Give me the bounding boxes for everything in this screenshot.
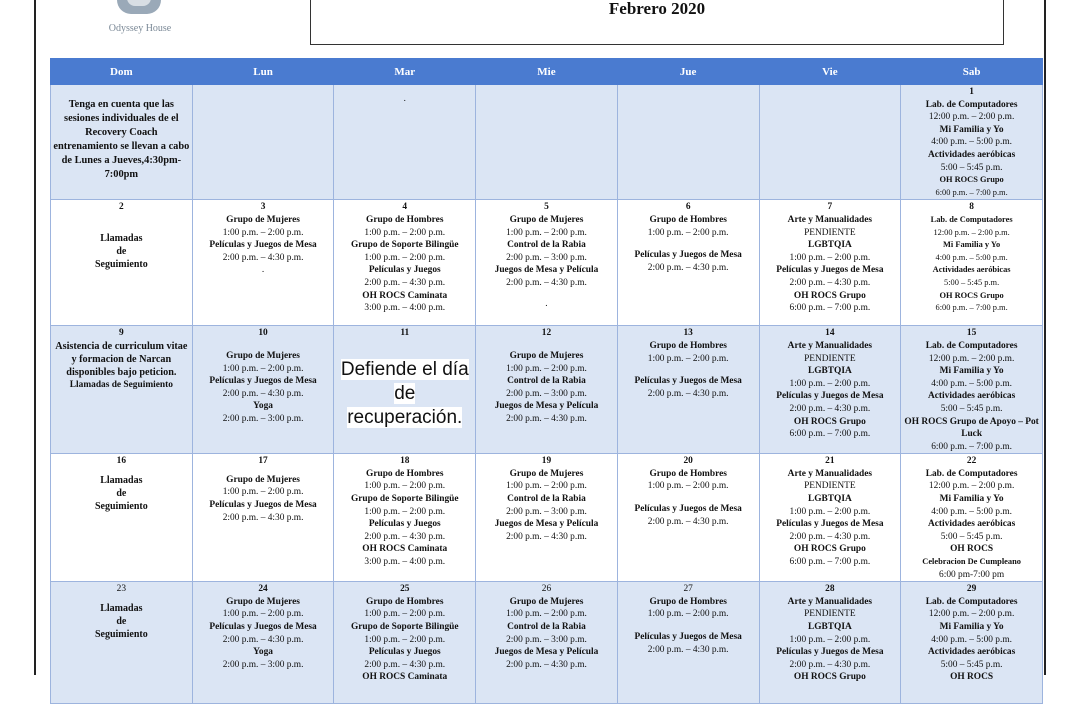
event-title: LGBTQIA bbox=[807, 240, 852, 251]
day-cell-10 bbox=[192, 326, 334, 454]
event-time: 2:00 p.m. – 3:00 p.m. bbox=[506, 506, 587, 517]
event-time: 2:00 p.m. – 4:30 p.m. bbox=[789, 659, 871, 670]
event-title: Películas y Juegos bbox=[368, 647, 441, 658]
event-title: Celebracion De Cumpleano bbox=[922, 557, 1021, 567]
event-title: Control de la Rabia bbox=[507, 376, 586, 387]
event-time: 1:00 p.m. – 2:00 p.m. bbox=[222, 609, 304, 620]
event-title: de bbox=[116, 245, 127, 257]
day-cell-1 bbox=[901, 85, 1043, 200]
weekday-thu: Jue bbox=[617, 59, 759, 85]
week-row-3 bbox=[51, 326, 1043, 454]
event-title: Grupo de Soporte Bilingüe bbox=[350, 494, 459, 505]
day-number: 24 bbox=[258, 584, 268, 595]
event-time: 1:00 p.m. – 2:00 p.m. bbox=[647, 353, 729, 364]
day-cell-9 bbox=[51, 326, 193, 454]
event-title: OH ROCS Grupo bbox=[939, 175, 1004, 185]
event-title: Películas y Juegos de Mesa bbox=[209, 240, 317, 251]
event-title: Llamadas bbox=[100, 232, 143, 244]
event-title: OH ROCS Grupo de Apoyo – Pot Luck bbox=[904, 416, 1039, 440]
event-title: Películas y Juegos de Mesa bbox=[634, 632, 742, 642]
event-title: Grupo de Hombres bbox=[366, 596, 444, 607]
event-time: 2:00 p.m. – 4:30 p.m. bbox=[647, 516, 729, 527]
coach-note: Tenga en cuenta que las sesiones individuales de el Recovery Coach entrenamiento se llevan a cabo de Lunes a Jueves,4:30pm-7:00pm bbox=[53, 99, 190, 180]
event-title: OH ROCS Caminata bbox=[362, 544, 448, 555]
day-cell-6 bbox=[617, 200, 759, 326]
event-title: OH ROCS Grupo bbox=[793, 416, 866, 427]
day-number: 12 bbox=[541, 328, 552, 339]
week-row-1 bbox=[51, 85, 1043, 200]
event-title: Mi Familia y Yo bbox=[939, 366, 1004, 377]
event-time: 12:00 p.m. – 2:00 p.m. bbox=[928, 481, 1015, 492]
event-title: Grupo de Mujeres bbox=[226, 474, 300, 485]
day-cell-5 bbox=[476, 200, 618, 326]
day-cell-23 bbox=[51, 582, 193, 704]
day-cell-25 bbox=[334, 582, 476, 704]
day-cell-14 bbox=[759, 326, 901, 454]
event-time: 12:00 p.m. – 2:00 p.m. bbox=[928, 353, 1015, 364]
event-title: Actividades aeróbicas bbox=[927, 149, 1016, 160]
event-time: 2:00 p.m. – 3:00 p.m. bbox=[506, 634, 587, 645]
event-title: Yoga bbox=[253, 401, 273, 412]
event-title: OH ROCS Caminata bbox=[362, 672, 448, 683]
event-time: 2:00 p.m. – 4:30 p.m. bbox=[222, 512, 304, 523]
week-row-4 bbox=[51, 454, 1043, 582]
event-title: Grupo de Hombres bbox=[366, 468, 444, 479]
event-time: 1:00 p.m. – 2:00 p.m. bbox=[364, 481, 446, 492]
day-cell-12 bbox=[476, 326, 618, 454]
event-time: 4:00 p.m. – 5:00 p.m. bbox=[931, 634, 1012, 645]
day-cell-7 bbox=[759, 200, 901, 326]
event-title: de bbox=[116, 615, 127, 627]
event-time: 6:00 p.m. – 7:00 p.m. bbox=[789, 303, 871, 314]
weekday-tue: Mar bbox=[334, 59, 476, 85]
event-title: de bbox=[116, 487, 127, 499]
logo bbox=[100, 0, 180, 40]
day-number: 25 bbox=[400, 584, 410, 595]
day-cell-16 bbox=[51, 454, 193, 582]
event-title: Yoga bbox=[253, 647, 273, 658]
day-number: 21 bbox=[825, 456, 835, 467]
day-number: 6 bbox=[685, 202, 691, 213]
day-number: 16 bbox=[116, 456, 127, 467]
day-cell-22 bbox=[901, 454, 1043, 582]
event-title: Juegos de Mesa y Película bbox=[494, 401, 599, 412]
event-time: 2:00 p.m. – 4:30 p.m. bbox=[789, 531, 871, 542]
event-title: Grupo de Mujeres bbox=[226, 214, 300, 225]
event-time: 2:00 p.m. – 4:30 p.m. bbox=[222, 388, 304, 399]
day-cell-26 bbox=[476, 582, 618, 704]
event-title: Películas y Juegos de Mesa bbox=[776, 519, 884, 530]
event-time: 1:00 p.m. – 2:00 p.m. bbox=[789, 252, 871, 263]
event-title: Juegos de Mesa y Película bbox=[494, 265, 599, 276]
day-number: 11 bbox=[400, 328, 410, 339]
event-title: Actividades aeróbicas bbox=[932, 265, 1011, 275]
day-cell-15 bbox=[901, 326, 1043, 454]
recovery-day-text: Defiende el día de recuperación. bbox=[340, 358, 469, 428]
event-time: 1:00 p.m. – 2:00 p.m. bbox=[506, 609, 587, 620]
day-number: 9 bbox=[119, 328, 124, 339]
event-title: Llamadas bbox=[100, 602, 143, 614]
event-time: 5:00 – 5:45 p.m. bbox=[940, 659, 1003, 670]
event-time: 3:00 p.m. – 4:00 p.m. bbox=[364, 557, 446, 568]
event-time: 2:00 p.m. – 4:30 p.m. bbox=[364, 277, 446, 288]
event-title: Mi Familia y Yo bbox=[939, 622, 1004, 632]
day-cell-2 bbox=[51, 200, 193, 326]
event-time: 5:00 – 5:45 p.m. bbox=[944, 277, 1000, 287]
event-time: 1:00 p.m. – 2:00 p.m. bbox=[506, 363, 587, 374]
day-number: 28 bbox=[825, 584, 835, 595]
event-title: LGBTQIA bbox=[807, 366, 852, 377]
event-time: 6:00 pm-7:00 pm bbox=[939, 569, 1005, 580]
event-time: 1:00 p.m. – 2:00 p.m. bbox=[789, 634, 871, 645]
day-cell-empty bbox=[476, 85, 618, 200]
event-title: Películas y Juegos de Mesa bbox=[776, 265, 884, 276]
event-title: Grupo de Mujeres bbox=[509, 214, 584, 225]
weekday-wed: Mie bbox=[476, 59, 618, 85]
event-title: Seguimiento bbox=[94, 258, 148, 270]
event-status: PENDIENTE bbox=[804, 227, 856, 238]
day-cell-11 bbox=[334, 326, 476, 454]
day-number: 20 bbox=[683, 456, 693, 467]
event-title: Mi Familia y Yo bbox=[939, 124, 1004, 135]
event-time: 4:00 p.m. – 5:00 p.m. bbox=[931, 378, 1012, 389]
event-time: 6:00 p.m. – 7:00 p.m. bbox=[931, 441, 1012, 452]
event-time: 2:00 p.m. – 4:30 p.m. bbox=[364, 659, 446, 670]
day-cell-empty bbox=[617, 85, 759, 200]
event-title: Llamadas de Seguimiento bbox=[69, 379, 173, 390]
event-title: Películas y Juegos de Mesa bbox=[634, 504, 742, 515]
weekday-sun: Dom bbox=[51, 59, 193, 85]
weekday-header-row bbox=[51, 59, 1043, 85]
event-title: Películas y Juegos de Mesa bbox=[634, 376, 742, 387]
event-time: 1:00 p.m. – 2:00 p.m. bbox=[364, 634, 446, 645]
event-title: Grupo de Hombres bbox=[366, 214, 444, 225]
event-time: 1:00 p.m. – 2:00 p.m. bbox=[222, 487, 304, 498]
event-title: Llamadas bbox=[100, 474, 143, 486]
event-title: OH ROCS Grupo bbox=[793, 672, 866, 683]
day-cell-27 bbox=[617, 582, 759, 704]
event-title: Películas y Juegos bbox=[368, 265, 441, 276]
day-number: 8 bbox=[969, 202, 974, 213]
event-time: 3:00 p.m. – 4:00 p.m. bbox=[364, 303, 446, 314]
day-number: 27 bbox=[683, 584, 693, 595]
day-number: 1 bbox=[969, 87, 974, 97]
event-time: 1:00 p.m. – 2:00 p.m. bbox=[364, 506, 446, 517]
event-time: 12:00 p.m. – 2:00 p.m. bbox=[928, 112, 1015, 123]
event-time: 2:00 p.m. – 4:30 p.m. bbox=[506, 413, 587, 424]
event-title: OH ROCS bbox=[950, 544, 994, 555]
month-title: Febrero 2020 bbox=[608, 0, 706, 18]
event-title: OH ROCS Grupo bbox=[793, 290, 866, 301]
event-title: Películas y Juegos de Mesa bbox=[634, 250, 742, 261]
event-title: Grupo de Mujeres bbox=[509, 468, 584, 479]
event-time: 1:00 p.m. – 2:00 p.m. bbox=[364, 609, 446, 620]
event-title: Lab. de Computadores bbox=[925, 340, 1018, 351]
event-title: Lab. de Computadores bbox=[925, 99, 1018, 110]
week-row-2 bbox=[51, 200, 1043, 326]
event-time: 2:00 p.m. – 4:30 p.m. bbox=[506, 277, 587, 288]
event-title: Actividades aeróbicas bbox=[927, 391, 1016, 402]
mark: . bbox=[261, 265, 265, 276]
event-title: Grupo de Mujeres bbox=[509, 350, 584, 361]
event-title: Seguimiento bbox=[94, 500, 148, 512]
event-time: 5:00 – 5:45 p.m. bbox=[940, 531, 1003, 542]
event-time: 1:00 p.m. – 2:00 p.m. bbox=[222, 363, 304, 374]
event-time: 2:00 p.m. – 4:30 p.m. bbox=[222, 634, 304, 645]
event-title: Películas y Juegos de Mesa bbox=[209, 500, 317, 511]
event-status: PENDIENTE bbox=[804, 353, 856, 364]
event-title: Mi Familia y Yo bbox=[939, 494, 1004, 505]
title-box bbox=[310, 0, 1004, 45]
day-number: 7 bbox=[827, 202, 833, 213]
event-title: Lab. de Computadores bbox=[925, 468, 1018, 479]
day-number: 19 bbox=[541, 456, 552, 467]
event-time: 6:00 p.m. – 7:00 p.m. bbox=[935, 187, 1008, 197]
event-time: 2:00 p.m. – 3:00 p.m. bbox=[506, 252, 587, 263]
calendar-grid bbox=[50, 58, 1043, 704]
event-time: 12:00 p.m. – 2:00 p.m. bbox=[933, 227, 1010, 237]
event-title: Lab. de Computadores bbox=[930, 214, 1013, 224]
event-title: LGBTQIA bbox=[807, 494, 852, 505]
event-title: Juegos de Mesa y Película bbox=[494, 647, 599, 658]
event-title: LGBTQIA bbox=[807, 622, 852, 632]
event-title: Actividades aeróbicas bbox=[927, 647, 1016, 658]
event-title: Grupo de Mujeres bbox=[226, 350, 300, 361]
event-title: Películas y Juegos de Mesa bbox=[776, 647, 884, 658]
day-cell-empty bbox=[192, 85, 334, 200]
event-time: 4:00 p.m. – 5:00 p.m. bbox=[931, 137, 1012, 148]
event-time: 5:00 – 5:45 p.m. bbox=[940, 162, 1003, 173]
day-number: 29 bbox=[966, 584, 977, 595]
event-title: Arte y Manualidades bbox=[787, 468, 873, 479]
event-title: Grupo de Hombres bbox=[649, 468, 727, 479]
mark: . bbox=[545, 298, 548, 309]
event-time: 2:00 p.m. – 3:00 p.m. bbox=[222, 659, 304, 670]
week-row-5 bbox=[51, 582, 1043, 704]
recovery-day-note bbox=[335, 358, 474, 430]
page-border-left bbox=[34, 0, 36, 675]
day-cell-13 bbox=[617, 326, 759, 454]
event-title: Arte y Manualidades bbox=[787, 214, 873, 225]
event-time: 2:00 p.m. – 4:30 p.m. bbox=[789, 277, 871, 288]
event-title: Películas y Juegos bbox=[368, 519, 441, 530]
day-number: 3 bbox=[260, 202, 266, 213]
event-title: OH ROCS bbox=[950, 672, 994, 683]
event-title: Grupo de Hombres bbox=[649, 596, 727, 607]
event-title: Arte y Manualidades bbox=[787, 596, 873, 607]
event-title: Mi Familia y Yo bbox=[943, 240, 1001, 250]
event-time: 2:00 p.m. – 4:30 p.m. bbox=[789, 403, 871, 414]
event-time: 2:00 p.m. – 4:30 p.m. bbox=[506, 531, 587, 542]
event-time: 4:00 p.m. – 5:00 p.m. bbox=[935, 252, 1008, 262]
event-status: PENDIENTE bbox=[804, 481, 856, 492]
day-cell-empty bbox=[334, 85, 476, 200]
day-number: 13 bbox=[683, 328, 693, 339]
weekday-fri: Vie bbox=[759, 59, 901, 85]
event-time: 4:00 p.m. – 5:00 p.m. bbox=[931, 506, 1012, 517]
event-title: Películas y Juegos de Mesa bbox=[209, 376, 317, 387]
weekday-sat: Sab bbox=[901, 59, 1043, 85]
event-title: Grupo de Hombres bbox=[649, 340, 727, 351]
day-number: 22 bbox=[966, 456, 977, 467]
day-number: 4 bbox=[402, 202, 408, 213]
day-number: 17 bbox=[258, 456, 268, 467]
event-title: OH ROCS Caminata bbox=[362, 290, 448, 301]
day-cell-29 bbox=[901, 582, 1043, 704]
event-time: 2:00 p.m. – 4:30 p.m. bbox=[647, 388, 729, 399]
event-title: Películas y Juegos de Mesa bbox=[776, 391, 884, 402]
event-time: 1:00 p.m. – 2:00 p.m. bbox=[789, 506, 871, 517]
day-cell-empty bbox=[759, 85, 901, 200]
mark: . bbox=[403, 93, 406, 103]
event-time: 1:00 p.m. – 2:00 p.m. bbox=[222, 227, 304, 238]
day-number: 23 bbox=[116, 584, 127, 595]
event-time: 2:00 p.m. – 3:00 p.m. bbox=[506, 388, 587, 399]
event-time: 2:00 p.m. – 4:30 p.m. bbox=[647, 262, 729, 273]
event-title: Grupo de Mujeres bbox=[509, 596, 584, 607]
day-number: 26 bbox=[541, 584, 552, 595]
org-name: Odyssey House bbox=[108, 23, 172, 34]
event-time: 2:00 p.m. – 4:30 p.m. bbox=[506, 659, 587, 670]
day-cell-8 bbox=[901, 200, 1043, 326]
event-time: 1:00 p.m. – 2:00 p.m. bbox=[364, 227, 446, 238]
odyssey-logo-icon bbox=[117, 0, 161, 14]
event-time: 1:00 p.m. – 2:00 p.m. bbox=[506, 481, 587, 492]
event-time: 6:00 p.m. – 7:00 p.m. bbox=[789, 429, 871, 440]
day-cell-24 bbox=[192, 582, 334, 704]
event-title: Lab. de Computadores bbox=[925, 596, 1018, 607]
day-cell-20 bbox=[617, 454, 759, 582]
event-title: Grupo de Soporte Bilingüe bbox=[350, 622, 459, 632]
event-time: 6:00 p.m. – 7:00 p.m. bbox=[935, 303, 1008, 313]
day-number: 10 bbox=[258, 328, 268, 339]
event-status: PENDIENTE bbox=[804, 609, 856, 620]
day-cell-3 bbox=[192, 200, 334, 326]
event-time: 12:00 p.m. – 2:00 p.m. bbox=[928, 609, 1015, 620]
day-cell-19 bbox=[476, 454, 618, 582]
day-cell-4 bbox=[334, 200, 476, 326]
event-title: OH ROCS Grupo bbox=[793, 544, 866, 555]
event-time: 1:00 p.m. – 2:00 p.m. bbox=[647, 227, 729, 238]
event-title: Películas y Juegos de Mesa bbox=[209, 622, 317, 632]
event-title: Arte y Manualidades bbox=[787, 340, 873, 351]
day-number: 5 bbox=[544, 202, 549, 213]
event-title: Control de la Rabia bbox=[507, 494, 586, 505]
day-number: 15 bbox=[966, 328, 977, 339]
event-time: 1:00 p.m. – 2:00 p.m. bbox=[789, 378, 871, 389]
page-border-right bbox=[1044, 0, 1046, 675]
event-time: 2:00 p.m. – 4:30 p.m. bbox=[364, 531, 446, 542]
day-number: 14 bbox=[825, 328, 835, 339]
event-title: Actividades aeróbicas bbox=[927, 519, 1016, 530]
day-number: 2 bbox=[119, 202, 124, 213]
event-time: 1:00 p.m. – 2:00 p.m. bbox=[506, 227, 587, 238]
event-title: Juegos de Mesa y Película bbox=[494, 519, 599, 530]
event-title: Seguimiento bbox=[94, 628, 148, 640]
day-cell-18 bbox=[334, 454, 476, 582]
weekday-mon: Lun bbox=[192, 59, 334, 85]
event-title: Grupo de Mujeres bbox=[226, 596, 300, 607]
event-time: 5:00 – 5:45 p.m. bbox=[940, 403, 1003, 414]
event-title: Grupo de Hombres bbox=[649, 214, 727, 225]
event-title: Control de la Rabia bbox=[507, 622, 586, 632]
event-title: Grupo de Soporte Bilingüe bbox=[350, 240, 459, 251]
day-cell-17 bbox=[192, 454, 334, 582]
event-time: 1:00 p.m. – 2:00 p.m. bbox=[647, 481, 729, 492]
event-time: 2:00 p.m. – 4:30 p.m. bbox=[222, 252, 304, 263]
day-number: 18 bbox=[400, 456, 410, 467]
event-time: 6:00 p.m. – 7:00 p.m. bbox=[789, 557, 871, 568]
event-time: 2:00 p.m. – 4:30 p.m. bbox=[647, 644, 729, 655]
event-title: OH ROCS Grupo bbox=[939, 290, 1004, 300]
event-title: Control de la Rabia bbox=[507, 240, 586, 251]
event-time: 1:00 p.m. – 2:00 p.m. bbox=[647, 609, 729, 620]
day-cell-21 bbox=[759, 454, 901, 582]
day-cell-28 bbox=[759, 582, 901, 704]
day-cell-note bbox=[51, 85, 193, 200]
resource-note: Asistencia de curriculum vitae y formacion de Narcan disponibles bajo peticion. bbox=[55, 340, 188, 378]
event-time: 1:00 p.m. – 2:00 p.m. bbox=[364, 252, 446, 263]
event-time: 2:00 p.m. – 3:00 p.m. bbox=[222, 413, 304, 424]
